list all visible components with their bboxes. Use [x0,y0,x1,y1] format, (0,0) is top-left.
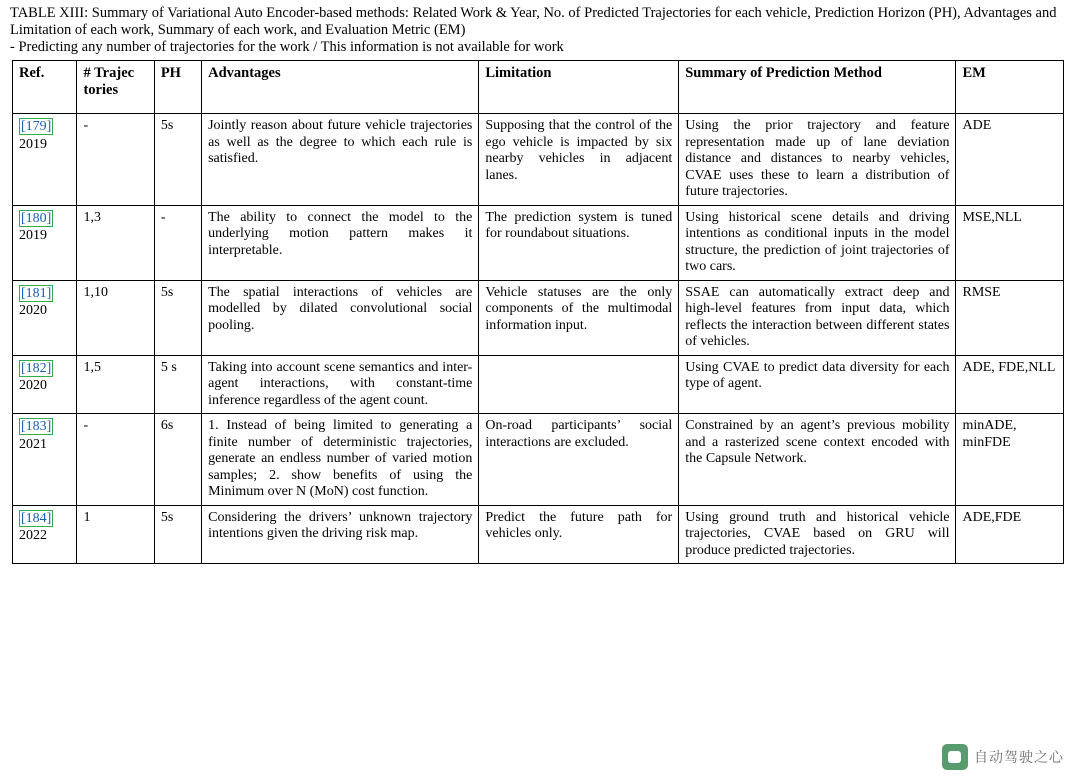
ph-cell: 5s [154,114,201,206]
citation-link[interactable]: [183] [21,419,52,434]
em-cell: ADE,FDE [956,505,1064,564]
table-row [13,355,1064,414]
table-row [13,280,1064,355]
reference-cell [13,505,77,564]
table-row [13,505,1064,564]
em-cell: ADE, FDE,NLL [956,355,1064,414]
reference-cell [13,355,77,414]
table-row [13,414,1064,506]
table-row [13,114,1064,206]
reference-year: 2019 [19,228,47,243]
table-caption: TABLE XIII: Summary of Variational Auto Encoder-based methods: Related Work & Year, No. of Predicted Trajectories for each vehicle, Prediction Horizon (PH), Advantages and Limitation of each work, Summary of each work, and Evaluation Metric (EM) [10,5,1057,38]
reference-cell [13,414,77,506]
summary-cell: Constrained by an agent’s previous mobility and a rasterized scene context encoded with the Capsule Network. [679,414,956,506]
summary-table [12,60,1064,564]
reference-year: 2019 [19,136,47,152]
em-cell: ADE [956,114,1064,206]
watermark [942,744,1064,770]
summary-cell: Using ground truth and historical vehicle trajectories, CVAE based on GRU will produce predicted trajectories. [679,505,956,564]
em-cell: RMSE [956,280,1064,355]
column-header-ref: Ref. [13,61,77,114]
trajectories-cell: - [77,414,154,506]
column-header-advantages: Advantages [202,61,479,114]
trajectories-cell: 1,10 [77,280,154,355]
em-cell: minADE, minFDE [956,414,1064,506]
watermark-text: 自动驾驶之心 [974,750,1064,766]
ph-cell: 5s [154,505,201,564]
ph-cell: 6s [154,414,201,506]
ph-cell: - [154,205,201,280]
citation-link[interactable]: [184] [21,510,52,526]
advantages-cell: Taking into account scene semantics and inter-agent interactions, with constant-time inference regardless of the agent count. [202,355,479,414]
watermark-logo-icon [942,744,968,770]
reference-cell [13,280,77,355]
citation-link[interactable]: [181] [21,285,52,301]
reference-cell [13,114,77,206]
ph-cell: 5 s [154,355,201,414]
citation-link[interactable]: [182] [21,360,52,376]
column-header-trajectories: # Trajec tories [77,61,154,114]
advantages-cell: The ability to connect the model to the underlying motion pattern makes it interpretable. [202,205,479,280]
summary-cell: Using historical scene details and driving intentions as conditional inputs in the model structure, the prediction of joint trajectories of two cars. [679,205,956,280]
ph-cell: 5s [154,280,201,355]
reference-year: 2020 [19,378,47,393]
advantages-cell: Considering the drivers’ unknown trajectory intentions given the driving risk map. [202,505,479,564]
trajectories-cell: 1,5 [77,355,154,414]
trajectories-cell: 1,3 [77,205,154,280]
limitation-cell: On-road participants’ social interactions are excluded. [479,414,679,506]
limitation-cell [479,355,679,414]
column-header-em: EM [956,61,1064,114]
trajectories-cell: - [77,114,154,206]
table-header-row [13,61,1064,114]
reference-cell [13,205,77,280]
advantages-cell: The spatial interactions of vehicles are modelled by dilated convolutional social pooling. [202,280,479,355]
reference-year: 2020 [19,303,47,318]
citation-link[interactable]: [179] [21,119,52,134]
limitation-cell: The prediction system is tuned for roundabout situations. [479,205,679,280]
table-row [13,205,1064,280]
advantages-cell: Jointly reason about future vehicle trajectories as well as the degree to which each rule is satisfied. [202,114,479,206]
advantages-cell: 1. Instead of being limited to generating a finite number of deterministic trajectories, generate an endless number of varied motion samples; 2. show benefits of using the Minimum over N (MoN) cost function. [202,414,479,506]
em-cell: MSE,NLL [956,205,1064,280]
limitation-cell: Supposing that the control of the ego vehicle is impacted by six nearby vehicles in adjacent lanes. [479,114,679,206]
column-header-ph: PH [154,61,201,114]
citation-link[interactable]: [180] [21,210,52,226]
table-caption-note: - Predicting any number of trajectories for the work / This information is not available for work [10,39,564,55]
summary-cell: SSAE can automatically extract deep and high-level features from input data, which reflects the interaction between different states of vehicles. [679,280,956,355]
trajectories-cell: 1 [77,505,154,564]
limitation-cell: Vehicle statuses are the only components of the multimodal information input. [479,280,679,355]
reference-year: 2022 [19,528,47,543]
column-header-limitation: Limitation [479,61,679,114]
column-header-summary: Summary of Prediction Method [679,61,956,114]
summary-cell: Using CVAE to predict data diversity for each type of agent. [679,355,956,414]
summary-cell: Using the prior trajectory and feature representation made up of lane deviation distance and distances to nearby vehicles, CVAE uses these to learn a distribution of future trajectories. [679,114,956,206]
limitation-cell: Predict the future path for vehicles only. [479,505,679,564]
reference-year: 2021 [19,436,47,452]
